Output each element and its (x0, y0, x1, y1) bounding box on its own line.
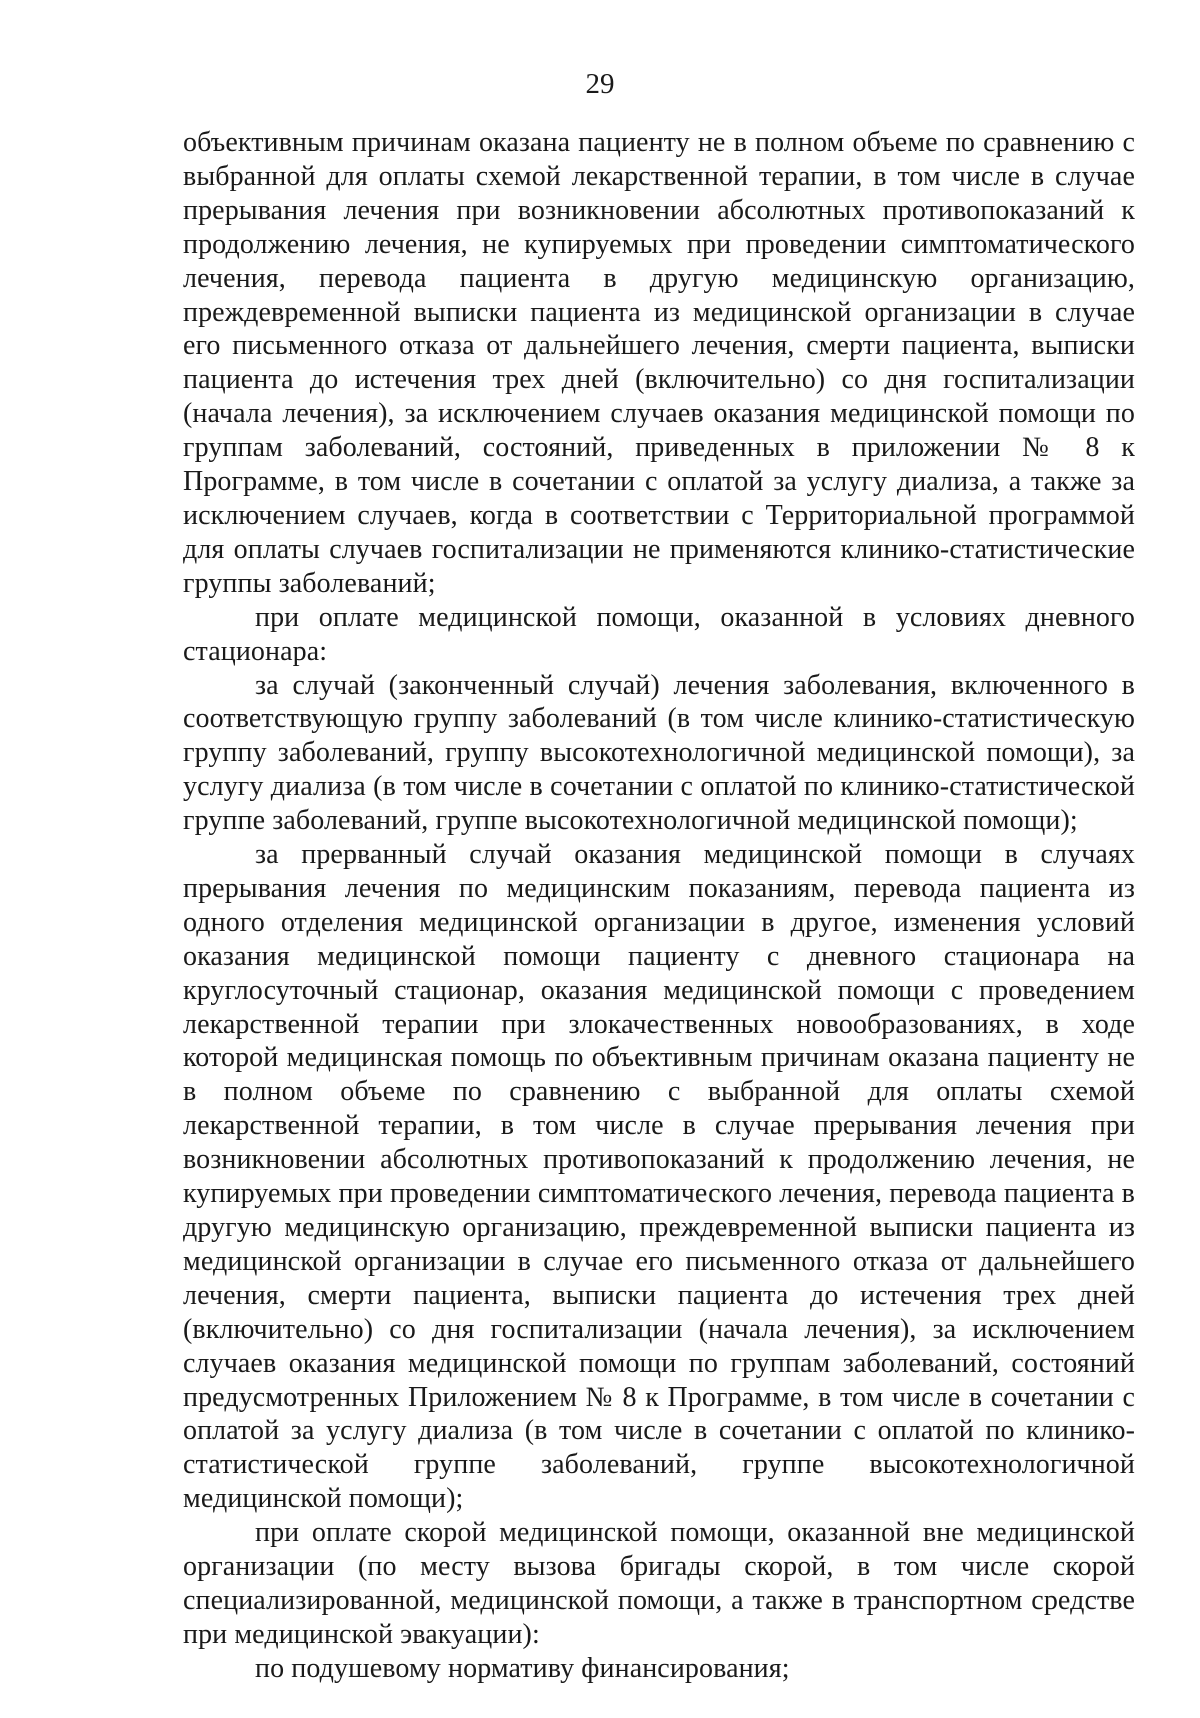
page-number: 29 (585, 68, 615, 100)
document-body (183, 126, 1135, 1686)
paragraph-day-hospital-intro: при оплате медицинской помощи, оказанной в условиях дневного стационара: (183, 601, 1135, 667)
paragraph-interrupted-case: за прерванный случай оказания медицинской помощи в случаях прерывания лечения по медицинским показаниям, перевода пациента из одного отделения медицинской организации в другое, изменения условий оказания медицинской помощи пациенту с дневного стационара на круглосуточный стационар, оказания медицинской помощи с проведением лекарственной терапии при злокачественных новообразованиях, в ходе которой медицинская помощь по объективным причинам оказана пациенту не в полном объеме по сравнению с выбранной для оплаты схемой лекарственной терапии, в том числе в случае прерывания лечения при возникновении абсолютных противопоказаний к продолжению лечения, не купируемых при проведении симптоматического лечения, перевода пациента в другую медицинскую организацию, преждевременной выписки пациента из медицинской организации в случае его письменного отказа от дальнейшего лечения, смерти пациента, выписки пациента до истечения трех дней (включительно) со дня госпитализации (начала лечения), за исключением случаев оказания медицинской помощи по группам заболеваний, состояний предусмотренных Приложением № 8 к Программе, в том числе в сочетании с оплатой за услугу диализа (в том числе в сочетании с оплатой по клинико-статистической группе заболеваний, группе высокотехнологичной медицинской помощи); (183, 839, 1135, 1515)
paragraph-per-capita: по подушевому нормативу финансирования; (255, 1652, 790, 1684)
paragraph-ambulance-intro: при оплате скорой медицинской помощи, оказанной вне медицинской организации (по месту вызова бригады скорой, в том числе скорой специализированной, медицинской помощи, а также в транспортном средстве при медицинской эвакуации): (183, 1517, 1135, 1650)
paragraph-continued: объективным причинам оказана пациенту не в полном объеме по сравнению с выбранной для оплаты схемой лекарственной терапии, в том числе в случае прерывания лечения при возникновении абсолютных противопоказаний к продолжению лечения, не купируемых при проведении симптоматического лечения, перевода пациента в другую медицинскую организацию, преждевременной выписки пациента из медицинской организации в случае его письменного отказа от дальнейшего лечения, смерти пациента, выписки пациента до истечения трех дней (включительно) со дня госпитализации (начала лечения), за исключением случаев оказания медицинской помощи по группам заболеваний, состояний, приведенных в приложении № 8 к Программе, в том числе в сочетании с оплатой за услугу диализа, а также за исключением случаев, когда в соответствии с Территориальной программой для оплаты случаев госпитализации не применяются клинико-статистические группы заболеваний; (183, 127, 1135, 599)
paragraph-completed-case: за случай (законченный случай) лечения заболевания, включенного в соответствующую группу заболеваний (в том числе клинико-статистическую группу заболеваний, группу высокотехнологичной медицинской помощи), за услугу диализа (в том числе в сочетании с оплатой по клинико-статистической группе заболеваний, группе высокотехнологичной медицинской помощи); (183, 669, 1135, 837)
